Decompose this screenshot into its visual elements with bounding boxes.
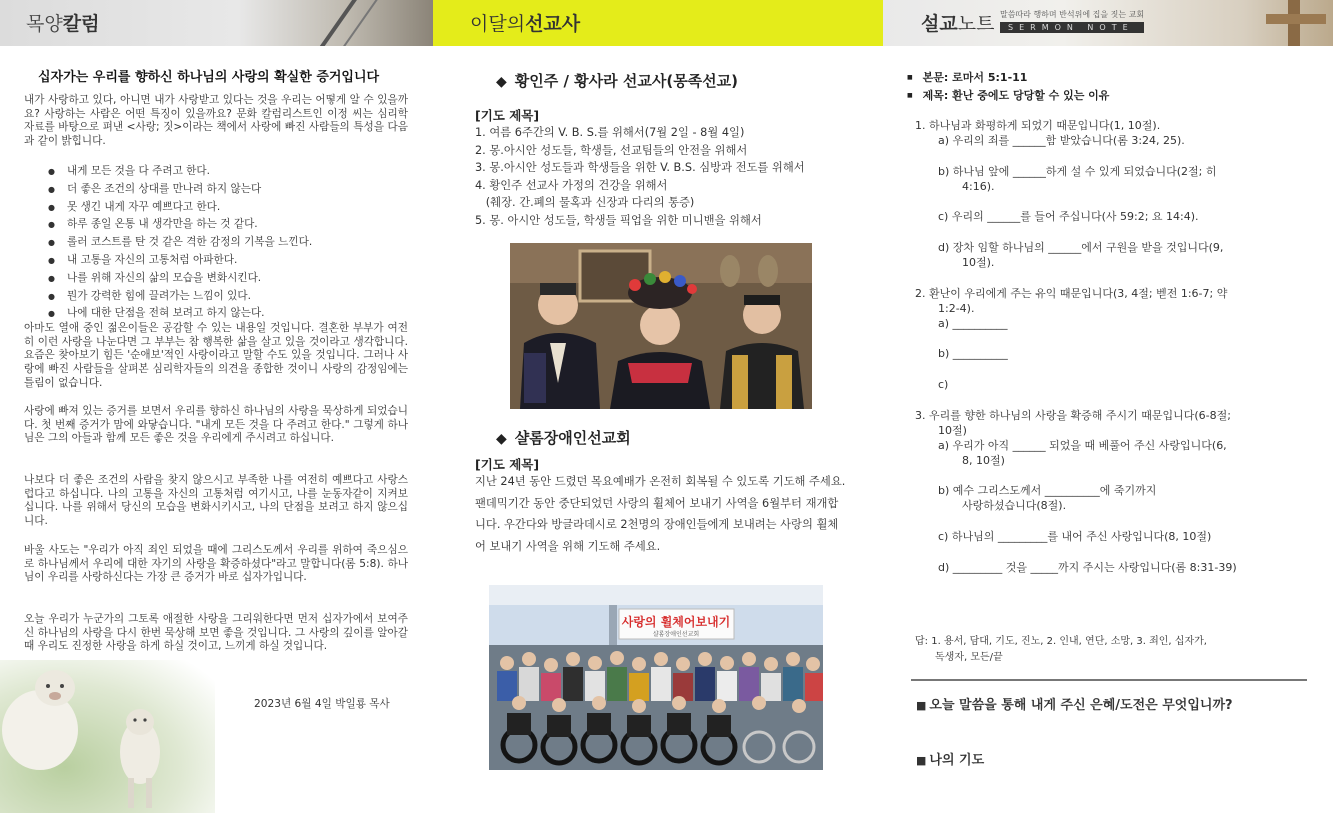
shalom-heading: ◆ 샬롬장애인선교회	[496, 429, 631, 447]
paragraph: 사랑에 빠져 있는 증거를 보면서 우리를 향하신 하나님의 사랑을 묵상하게 되었습니다. 첫 번째 증거가 맘에 와닿습니다. "내게 모든 것을 다 주려고 한다." 그렇게 하나님은 그의 아들과 함께 모든 좋은 것을 우리에게 주시려고 하십니다.	[24, 405, 408, 445]
list-item: ● 롤러 코스트를 탄 것 같은 격한 감정의 기복을 느낀다.	[48, 234, 312, 252]
list-item: 2. 몽.아시안 성도들, 학생들, 선교팀들의 안전을 위해서	[475, 143, 748, 157]
list-item: ● 나에 대한 단점을 전혀 보려고 하지 않는다.	[48, 305, 312, 323]
cross-icon	[1248, 0, 1333, 46]
sermon-title: ■ 제목: 환난 중에도 당당할 수 있는 이유	[907, 89, 1110, 102]
missionary-banner	[433, 0, 883, 46]
outline-subpoint: 8, 10절)	[962, 454, 1005, 467]
banner-title: 설교노트	[921, 13, 995, 35]
outline-point: 10절)	[938, 424, 967, 437]
love-traits-list	[48, 163, 312, 323]
photo-banner-subtext: 샬롬장애인선교회	[652, 631, 700, 638]
outline-subpoint: a) 우리가 아직 ______ 되었을 때 베풀어 주신 사랑입니다(6,	[938, 439, 1227, 452]
list-item: ● 나를 위해 자신의 삶의 모습을 변화시킨다.	[48, 270, 312, 288]
pastoral-column	[0, 0, 433, 813]
column-title: 십자가는 우리를 향하신 하나님의 사랑의 확실한 증거입니다	[38, 70, 380, 85]
outline-point: 1:2-4).	[938, 302, 975, 315]
banner-title: 이달의선교사	[470, 13, 581, 35]
outline-subpoint: c)	[938, 378, 949, 391]
reflection-question: ■ 오늘 말씀을 통해 내게 주신 은혜/도전은 무엇입니까?	[916, 698, 1233, 713]
signature: 2023년 6월 4일 박일룡 목사	[254, 698, 390, 710]
list-item: ● 하루 종일 온통 내 생각만을 하는 것 같다.	[48, 216, 312, 234]
my-prayer-heading: ■ 나의 기도	[916, 753, 985, 768]
list-item: 5. 몽. 아시안 성도들, 학생들 픽업을 위한 미니밴을 위해서	[475, 213, 762, 227]
outline-subpoint: 10절).	[962, 256, 995, 269]
prayer-label: [기도 제목]	[475, 108, 540, 123]
paragraph: 아마도 열애 중인 젊은이들은 공감할 수 있는 내용일 것입니다. 결혼한 부부가 여전히 이런 사랑을 나눈다면 그 부부는 참 행복한 삶을 살고 있을 것이라고 생각합니다. 요즘은 찾아보기 힘든 '순애보'적인 사랑이라고 말할 수도 있을 것입니다. 그러나 사랑에 빠진 사람들을 살펴본 심리학자들의 의견을 종합한 것이니 사랑의 감정임에는 틀림이 없습니다.	[24, 322, 408, 389]
outline-point: 2. 환난이 우리에게 주는 유익 때문입니다(3, 4절; 벧전 1:6-7; 약	[915, 287, 1228, 300]
pastoral-column-banner	[0, 0, 433, 46]
outline-subpoint: d) 장차 임할 하나님의 ______에서 구원을 받을 것입니다(9,	[938, 241, 1224, 254]
list-item: 1. 여름 6주간의 V. B. S.를 위해서(7월 2일 - 8월 4일)	[475, 126, 745, 139]
outline-subpoint: 4:16).	[962, 180, 995, 193]
square-bullet-icon: ■	[916, 754, 927, 767]
shalom-prayer-text	[475, 471, 847, 557]
scripture-reference: ■ 본문: 로마서 5:1-11	[907, 71, 1028, 84]
square-bullet-icon: ■	[907, 92, 913, 99]
banner-title: 목양칼럼	[26, 13, 100, 35]
missionary-column	[433, 0, 883, 813]
outline-subpoint: d) _________ 것을 _____까지 주시는 사랑입니다(롬 8:31-39)	[938, 561, 1237, 574]
church-motto: 말씀따라 행하며 반석위에 집을 짓는 교회	[1000, 10, 1145, 19]
outline-point: 3. 우리를 향한 하나님의 사랑을 확증해 주시기 때문입니다(6-8절;	[915, 409, 1231, 422]
list-item: ● 뭔가 강력한 힘에 끌려가는 느낌이 있다.	[48, 288, 312, 306]
outline-subpoint: b) 예수 그리스도께서 __________에 죽기까지	[938, 484, 1157, 497]
diamond-icon: ◆	[496, 74, 507, 90]
outline-point: 1. 하나님과 화평하게 되었기 때문입니다(1, 10절).	[915, 119, 1161, 132]
paragraph: 팬데믹기간 동안 중단되었던 사랑의 휠체어 보내기 사역을 6월부터 재개합니다. 우간다와 방글라데시로 2천명의 장애인들에게 보내려는 사랑의 휠체어 보내기 사역을 위해 기도해 주세요.	[475, 496, 839, 553]
prayer-label: [기도 제목]	[475, 457, 540, 472]
paragraph: 오늘 우리가 누군가의 그토록 애절한 사랑을 그리워한다면 먼저 십자가에서 보여주신 하나님의 사랑을 다시 한번 묵상해 보면 좋을 것입니다. 그 사랑의 깊이를 알아갈 때 우리도 진정한 사랑을 하게 하실 것이고, 느끼게 하실 것입니다.	[24, 613, 408, 653]
sermon-note-column	[883, 0, 1333, 813]
list-item: ● 내 고통을 자신의 고통처럼 아파한다.	[48, 252, 312, 270]
outline-subpoint: b) 하나님 앞에 ______하게 설 수 있게 되었습니다(2절; 히	[938, 165, 1217, 178]
outline-subpoint: a) __________	[938, 317, 1008, 330]
paragraph: 나보다 더 좋은 조건의 사람을 찾지 않으시고 부족한 나를 여전히 예쁘다고 사랑스럽다고 하십니다. 나의 고통을 자신의 고통처럼 여기시고, 나를 눈동자같이 지켜보십니다. 나를 위해서 당신의 모습을 변화시키시고, 나의 단점을 보려고 하지 않으십니다.	[24, 474, 408, 528]
divider	[911, 679, 1307, 681]
list-item: ● 내게 모든 것을 다 주려고 한다.	[48, 163, 312, 181]
pen-decoration	[338, 0, 380, 46]
outline-subpoint: 사랑하셨습니다(8절).	[962, 499, 1067, 512]
wheelchair-group-photo	[489, 585, 823, 770]
list-item: (췌장. 간.폐의 물혹과 신장과 다리의 통증)	[475, 196, 695, 209]
intro-paragraph: 내가 사랑하고 있다, 아니면 내가 사랑받고 있다는 것을 우리는 어떻게 알 수 있을까요? 사랑하는 사람은 어떤 특징이 있을까요? 문화 칼럼리스트인 이정 씨는 심리학 자료를 바탕으로 펴낸 <사랑; 짓>이라는 책에서 사랑에 빠진 사람들의 특성을 다음과 같이 밝힙니다.	[24, 94, 408, 148]
paragraph: 바울 사도는 "우리가 아직 죄인 되었을 때에 그리스도께서 우리를 위하여 죽으심으로 하나님께서 우리에 대한 자기의 사랑을 확증하셨다"라고 말합니다(롬 5:8). 하나님이 우리를 사랑하신다는 가장 큰 증거가 바로 십자가입니다.	[24, 544, 408, 584]
pen-decoration	[315, 0, 358, 46]
outline-subpoint: c) 하나님의 _________를 내어 주신 사랑입니다(8, 10절)	[938, 530, 1212, 543]
missionary-heading: ◆ 황인주 / 황사라 선교사(몽족선교)	[496, 72, 739, 90]
list-item: 3. 몽.아시안 성도들과 학생들을 위한 V. B.S. 심방과 전도를 위해서	[475, 161, 805, 174]
sermon-note-label: SERMON NOTE	[1000, 22, 1144, 33]
list-item: ● 못 생긴 내게 자꾸 예쁘다고 한다.	[48, 199, 312, 217]
answer-key: 답: 1. 용서, 담대, 기도, 진노, 2. 인내, 연단, 소망, 3. 죄인, 십자가, 독생자, 모든/끝	[915, 636, 1207, 663]
outline-subpoint: b) __________	[938, 347, 1008, 360]
prayer-list	[475, 124, 805, 229]
list-item: 4. 황인주 선교사 가정의 건강을 위해서	[475, 178, 668, 192]
photo-banner-text: 사랑의 휠체어보내기	[621, 615, 731, 629]
list-item: ● 더 좋은 조건의 상대를 만나려 하지 않는다	[48, 181, 312, 199]
outline-subpoint: a) 우리의 죄를 ______함 받았습니다(롬 3:24, 25).	[938, 134, 1185, 147]
sermon-note-banner	[883, 0, 1333, 46]
diamond-icon: ◆	[496, 431, 507, 447]
outline-subpoint: c) 우리의 ______를 들어 주십니다(사 59:2; 요 14:4).	[938, 210, 1199, 223]
square-bullet-icon: ■	[916, 699, 927, 712]
square-bullet-icon: ■	[907, 74, 913, 81]
paragraph: 지난 24년 동안 드렸던 목요예배가 온전히 회복될 수 있도록 기도해 주세요.	[475, 475, 846, 488]
sheep-illustration	[0, 660, 215, 813]
missionary-family-photo	[510, 243, 812, 409]
